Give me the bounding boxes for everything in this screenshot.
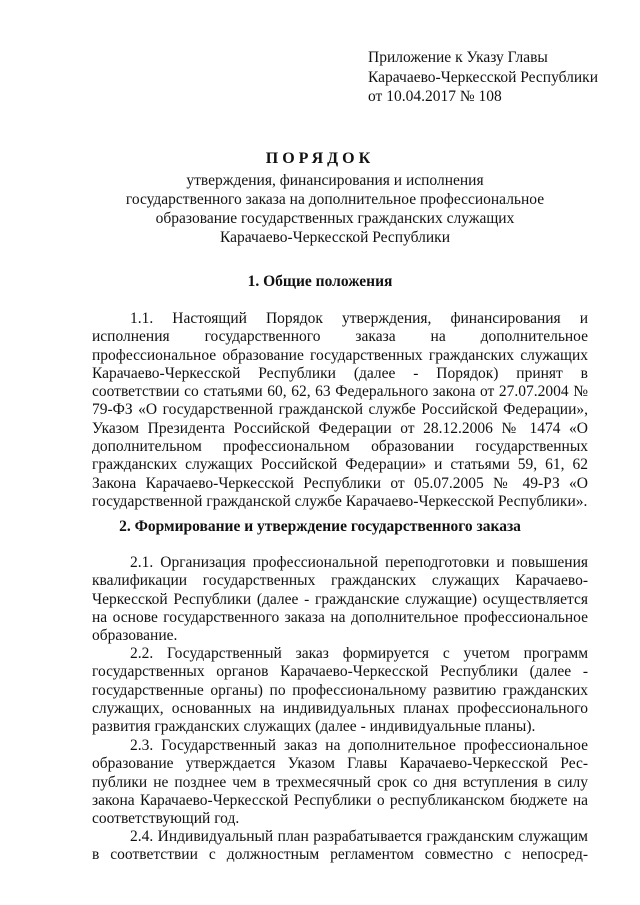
paragraph-1-1: 1.1. Настоящий Порядок утверждения, финансирования и исполнения государственного заказа на дополнительное профессиональное образование государственных гражданских служащих Карачаево-Черкесской Республики (далее - Порядок) принят в соответствии со статьями 60, 62, 63 Федерального закона от 27.07.2004 № 79-ФЗ «О государственной гражданской службе Российской Федерации», Указом Президента Российской Федерации от 28.12.2006 № 1474 «О дополнительном профессиональном образовании государственных гражданских служащих Российской Федерации» и статьями 59, 61, 62 Закона Карачаево-Черкесской Республики от 05.07.2005 № 49-РЗ «О государственной гражданской службе Карачаево-Черкесской Республики».	[92, 310, 588, 510]
paragraph-2-4: 2.4. Индивидуальный план разрабатывается гражданским служащим в соответствии с должностным регламентом совместно с непосред-	[92, 828, 588, 864]
document-title: ПОРЯДОК	[265, 150, 375, 167]
subtitle-line-3: образование государственных гражданских служащих	[155, 210, 515, 227]
subtitle-line-4: Карачаево-Черкесской Республики	[220, 229, 450, 246]
appendix-line-1: Приложение к Указу Главы	[368, 49, 548, 66]
appendix-line-3: от 10.04.2017 № 108	[368, 88, 502, 105]
section-1-heading: 1. Общие положения	[247, 273, 393, 290]
subtitle-line-1: утверждения, финансирования и исполнения	[186, 172, 484, 189]
paragraph-2-3: 2.3. Государственный заказ на дополнительное профессиональное образование утверждается Указом Главы Карачаево-Черкесской Рес-публики не позднее чем в трехмесячный срок со дня вступления в силу закона Карачаево-Черкесской Республики о республиканском бюджете на соответствующий год.	[92, 737, 588, 828]
subtitle-line-2: государственного заказа на дополнительное профессиональное	[125, 191, 545, 208]
section-2-heading: 2. Формирование и утверждение государственного заказа	[119, 518, 521, 535]
paragraph-2-1: 2.1. Организация профессиональной переподготовки и повышения квалификации государственных гражданских служащих Карачаево-Черкесской Республики (далее - гражданские служащие) осуществляется на основе государственного заказа на дополнительное профессиональное образование.	[92, 554, 588, 645]
paragraph-2-2: 2.2. Государственный заказ формируется с учетом программ государственных органов Карачаево-Черкесской Республики (далее - государственные органы) по профессиональному развитию гражданских служащих, основанных на индивидуальных планах профессионального развития гражданских служащих (далее - индивидуальные планы).	[92, 645, 588, 736]
document-subtitle	[100, 171, 570, 247]
appendix-header	[368, 48, 598, 107]
appendix-line-2: Карачаево-Черкесской Республики	[368, 68, 598, 86]
